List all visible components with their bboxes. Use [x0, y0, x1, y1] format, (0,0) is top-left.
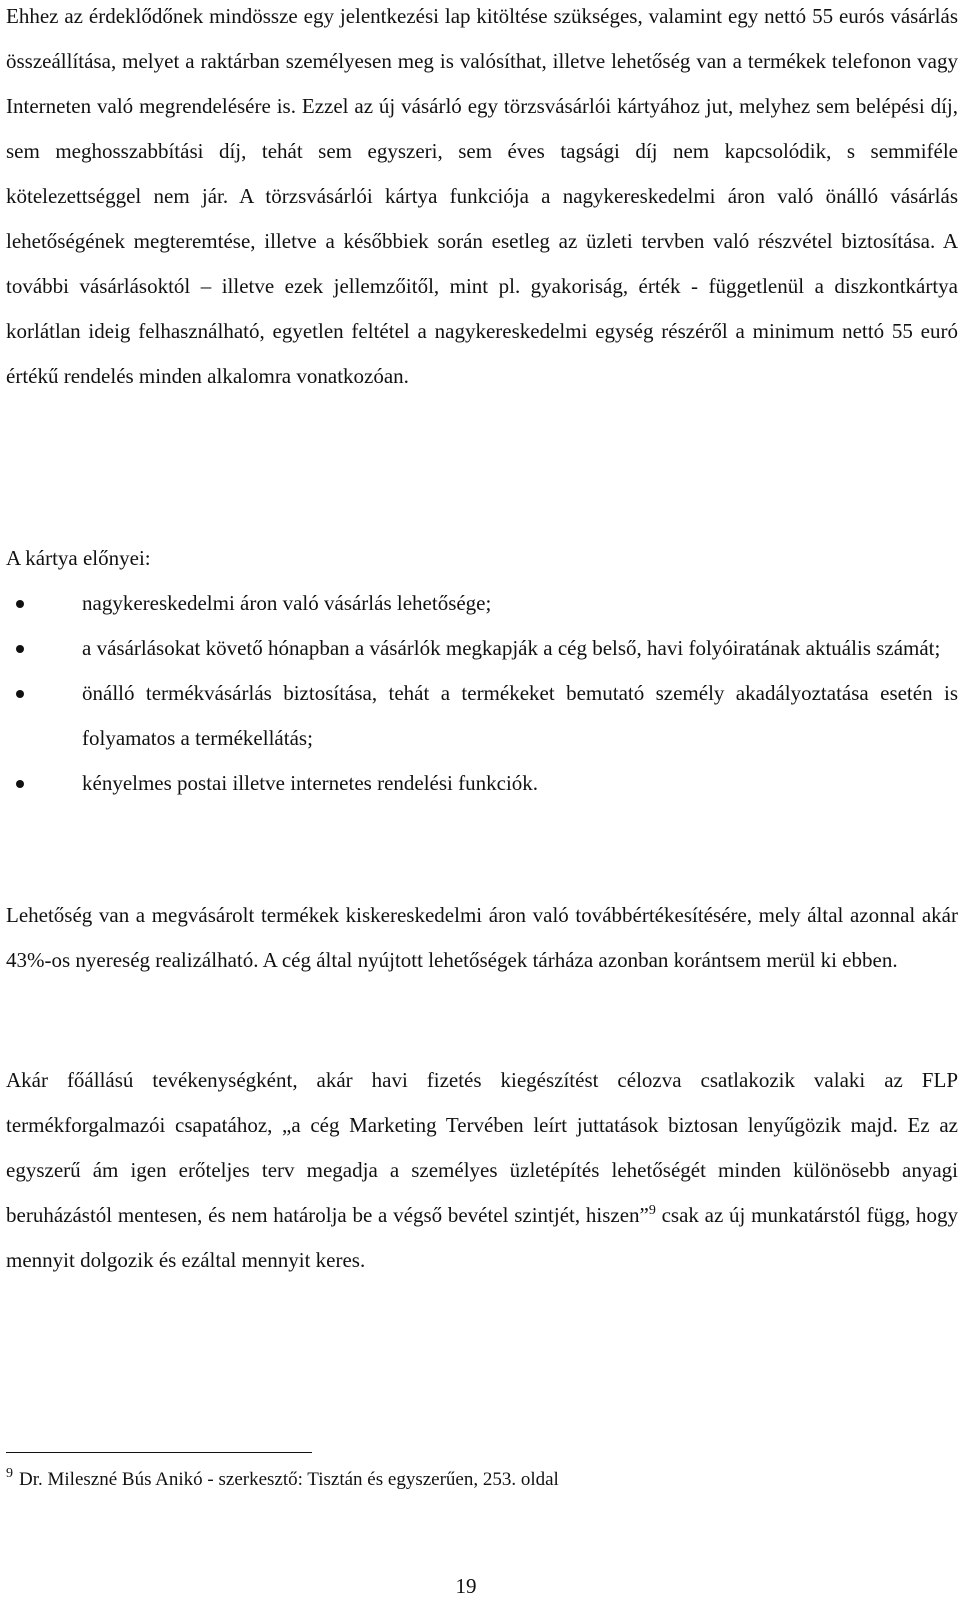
footnote-separator [6, 1452, 312, 1453]
paragraph-3-text-start: Akár főállású tevékenységként, akár havi fizetés kiegészítést célozva csatlakozik valaki az FLP termékforgalmazói csapatához, „a cég Marketing Tervében leírt juttatások biztosan lenyűgözik majd. Ez az egyszerű ám igen erőteljes terv megadja a személyes üzletépítés lehetőségét minden különösebb anyagi beruházástól mentesen, és nem határolja be a végső bevétel szintjét, hiszen” [6, 1068, 958, 1227]
body-paragraph-1: Ehhez az érdeklődőnek mindössze egy jelentkezési lap kitöltése szükséges, valamint egy nettó 55 eurós vásárlás összeállítása, melyet a raktárban személyesen meg is valósíthat, illetve lehetőség van a termékek telefonon vagy Interneten való megrendelésére is. Ezzel az új vásárló egy törzsvásárlói kártyához jut, melyhez sem belépési díj, sem meghosszabbítási díj, tehát sem egyszeri, sem éves tagsági díj nem kapcsolódik, s semmiféle kötelezettséggel nem jár. A törzsvásárlói kártya funkciója a nagykereskedelmi áron való önálló vásárlás lehetőségének megteremtése, illetve a későbbiek során esetleg az üzleti tervben való részvétel biztosítása. A további vásárlásoktól – illetve ezek jellemzőitől, mint pl. gyakoriság, érték - függetlenül a diszkontkártya korlátlan ideig felhasználható, egyetlen feltétel a nagykereskedelmi egység részéről a minimum nettó 55 euró értékű rendelés minden alkalomra vonatkozóan. [6, 4, 958, 388]
footnote-text: Dr. Mileszné Bús Anikó - szerkesztő: Tisztán és egyszerűen, 253. oldal [19, 1469, 559, 1490]
footnote-reference[interactable]: 9 [648, 1203, 656, 1218]
list-item [6, 761, 958, 806]
list-item-text: önálló termékvásárlás biztosítása, tehát a termékeket bemutató személy akadályoztatása esetén is folyamatos a termékellátás; [82, 681, 958, 750]
paragraph-3-text-end: csak az új munkatárstól függ, hogy mennyit dolgozik és ezáltal mennyit keres. [6, 1203, 958, 1272]
list-item [6, 626, 958, 671]
benefits-list [6, 581, 958, 806]
list-item [6, 671, 958, 761]
list-item-text: nagykereskedelmi áron való vásárlás lehetősége; [82, 591, 492, 615]
list-item-text: a vásárlásokat követő hónapban a vásárlók megkapják a cég belső, havi folyóiratának aktuális számát; [82, 636, 941, 660]
list-intro: A kártya előnyei: [6, 546, 151, 570]
list-item [6, 581, 958, 626]
bullet-icon [16, 780, 24, 788]
body-paragraph-2: Lehetőség van a megvásárolt termékek kiskereskedelmi áron való továbbértékesítésére, mely által azonnal akár 43%-os nyereség realizálható. A cég által nyújtott lehetőségek tárháza azonban korántsem merül ki ebben. [6, 903, 958, 972]
list-item-text: kényelmes postai illetve internetes rendelési funkciók. [82, 771, 539, 795]
page-number: 19 [455, 1574, 477, 1598]
bullet-icon [16, 645, 24, 653]
footnote [6, 1466, 946, 1494]
bullet-icon [16, 600, 24, 608]
footnote-mark: 9 [6, 1466, 13, 1481]
body-paragraph-3 [6, 1058, 958, 1283]
bullet-icon [16, 690, 24, 698]
